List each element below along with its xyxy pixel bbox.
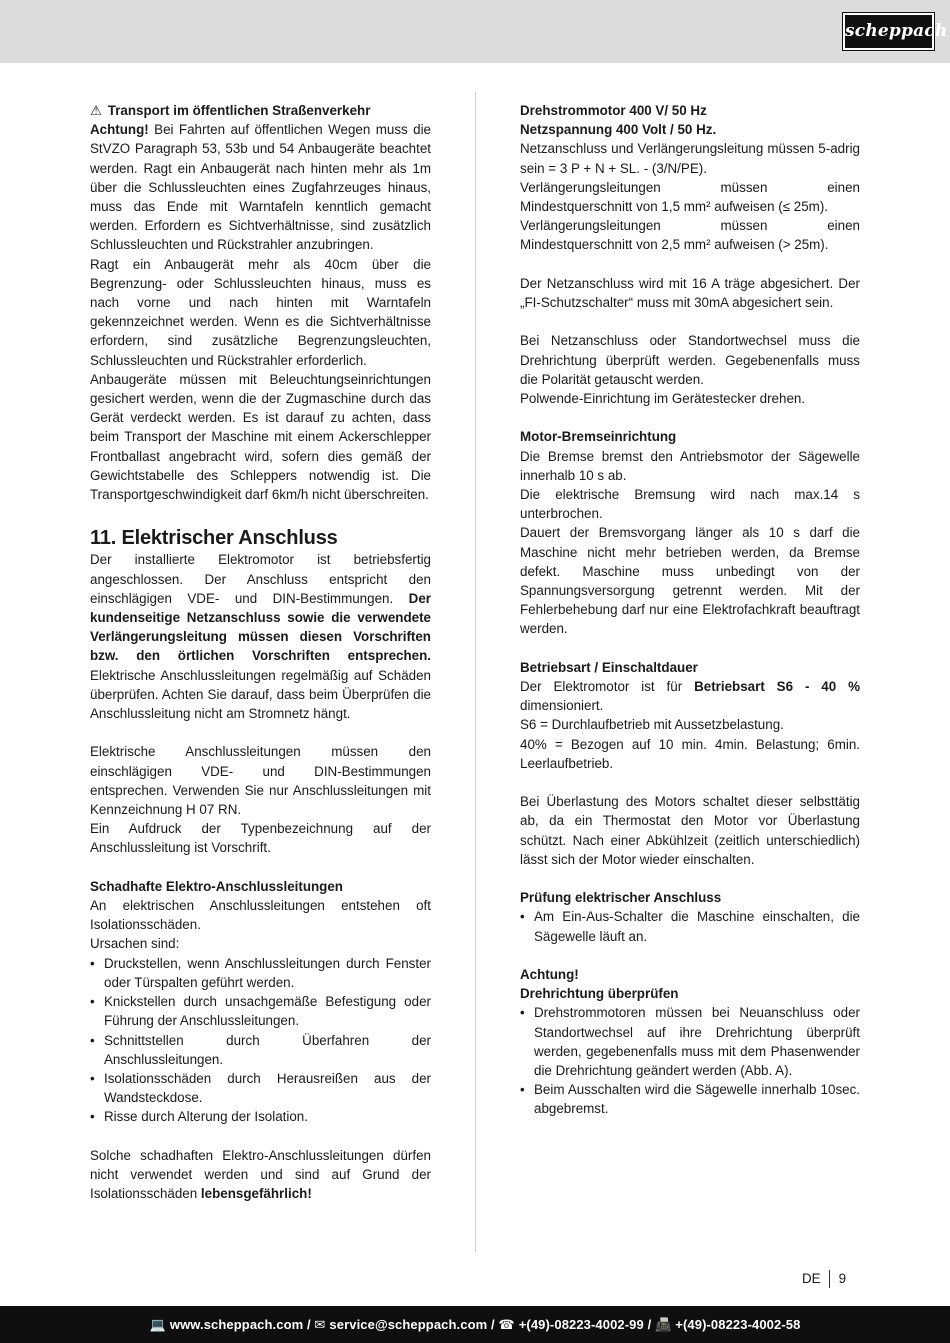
check-list (520, 907, 860, 945)
computer-icon: 💻 (149, 1317, 166, 1332)
fax-number: +(49)-08223-4002-58 (675, 1317, 801, 1332)
cable-paragraph: Elektrische Anschlussleitungen müssen den einschlägigen VDE- und DIN-Bestimmungen entsprechen. Verwenden Sie nur Anschlussleitungen mit Kennzeichnung H 07 RN. (90, 744, 431, 818)
phone-icon: ☎ (498, 1317, 515, 1332)
right-column (520, 101, 860, 1119)
list-item: • Knickstellen durch unsachgemäße Befestigung oder Führung der Anschlussleitungen. (90, 992, 431, 1030)
pole-reversal-paragraph: Polwende-Einrichtung im Gerätestecker drehen. (520, 391, 806, 407)
rotation-heading: Drehrichtung überprüfen (520, 986, 679, 1002)
motor-heading: Drehstrommotor 400 V/ 50 Hz (520, 103, 707, 118)
type-print-paragraph: Ein Aufdruck der Typenbezeichnung auf der Anschlussleitung ist Vorschrift. (90, 821, 431, 856)
attention-heading: Achtung! (520, 967, 579, 983)
extension-paragraph-1: Verlängerungsleitungen müssen einen Mindestquerschnitt von 1,5 mm² aufweisen (≤ 25m). (520, 179, 860, 215)
brake-paragraph-1: Die Bremse bremst den Antriebsmotor der Sägewelle innerhalb 10 s ab. (520, 448, 860, 483)
warning-icon: ⚠ (90, 103, 103, 118)
list-item: • Drehstrommotoren müssen bei Neuanschluss oder Standortwechsel auf ihre Drehrichtung überprüft werden, gegebenenfalls muss mit dem Phasenwender die Drehrichtung geändert werden (Abb. A). (520, 1003, 860, 1080)
transport-paragraph-3: Anbaugeräte müssen mit Beleuchtungseinrichtungen gesichert werden, wenn die der Zugmaschine durch das Gerät verdeckt werden. Es ist darauf zu achten, dass beim Transport der Maschine mit einem Ackerschlepper Frontballast angebracht wird, sofern dies gemäß der Gewichtstabelle des Schleppers notwendig ist. Die Transportgeschwindigkeit darf 6km/h nicht überschreiten. (90, 371, 431, 503)
list-item: • Beim Ausschalten wird die Sägewelle innerhalb 10sec. abgebremst. (520, 1080, 860, 1118)
duty-cycle-definition: 40% = Bezogen auf 10 min. 4min. Belastung; 6min. Leerlaufbetrieb. (520, 736, 860, 771)
website-link[interactable]: www.scheppach.com (169, 1317, 304, 1332)
list-item: • Am Ein-Aus-Schalter die Maschine einschalten, die Sägewelle läuft an. (520, 907, 860, 945)
brake-heading: Motor-Bremseinrichtung (520, 429, 677, 445)
section-heading: 11. Elektrischer Anschluss (90, 527, 338, 550)
connection-paragraph: Der installierte Elektromotor ist betriebsfertig angeschlossen. Der Anschluss entspricht den einschlägigen VDE- und DIN-Bestimmungen. Der kundenseitige Netzanschluss sowie die verwendete Verlängerungsleitung müssen diesen Vorschriften bzw. den örtlichen Vorschriften entsprechen. Elektrische Anschlussleitungen regelmäßig auf Schäden überprüfen. Achten Sie darauf, dass beim Überprüfen die Anschlussleitung nicht am Stromnetz hängt. (90, 552, 431, 722)
operating-mode-heading: Betriebsart / Einschaltdauer (520, 659, 698, 675)
language-code: DE (802, 1270, 830, 1288)
transport-paragraph-2: Ragt ein Anbaugerät mehr als 40cm über die Begrenzung- oder Schlussleuchten hinaus, muss es nach vorne und nach hinten mit Warntafeln gekennzeichnet werden. Wenn es die Sichtverhältnisse erfordern, sind zusätzliche Begrenzungsleuchten, Schlussleuchten und Rückstrahler erforderlich. (90, 256, 431, 368)
check-heading: Prüfung elektrischer Anschluss (520, 890, 722, 906)
rotation-list (520, 1003, 860, 1118)
list-item: • Isolationsschäden durch Herausreißen aus der Wandsteckdose. (90, 1069, 431, 1107)
damaged-cables-heading: Schadhafte Elektro-Anschlussleitungen (90, 878, 343, 894)
left-column (90, 101, 431, 1203)
brake-paragraph-3: Dauert der Bremsvorgang länger als 10 s darf die Maschine nicht mehr betrieben werden, da Bremse defekt. Maschine muss unbedingt von der Spannungsversorgung getrennt werden. Mit der Fehlerbehebung darf nur eine Elektrofachkraft beauftragt werden. (520, 525, 860, 637)
transport-heading: ⚠ Transport im öffentlichen Straßenverkehr (90, 101, 431, 120)
phone-number[interactable]: +(49)-08223-4002-99 (518, 1317, 644, 1332)
brake-paragraph-2: Die elektrische Bremsung wird nach max.14 s unterbrochen. (520, 487, 860, 522)
danger-paragraph: Solche schadhaften Elektro-Anschlussleitungen dürfen nicht verwendet werden und sind auf Grund der Isolationsschäden lebensgefährlich! (90, 1147, 431, 1202)
fuse-paragraph: Der Netzanschluss wird mit 16 A träge abgesichert. Der „FI-Schutzschalter“ muss mit 30mA abgesichert sein. (520, 275, 860, 311)
rotation-check-paragraph: Bei Netzanschluss oder Standortwechsel muss die Drehrichtung überprüft werden. Gegebenenfalls muss die Polarität getauscht werden. (520, 333, 860, 387)
causes-label: Ursachen sind: (90, 936, 180, 952)
header-bar (0, 0, 950, 63)
fax-icon: 📠 (655, 1317, 672, 1332)
extension-paragraph-2: Verlängerungsleitungen müssen einen Mindestquerschnitt von 2,5 mm² aufweisen (> 25m). (520, 218, 860, 253)
causes-list (90, 954, 431, 1127)
operating-mode-paragraph: Der Elektromotor ist für Betriebsart S6 - 40 % dimensioniert. (520, 679, 860, 714)
s6-definition: S6 = Durchlaufbetrieb mit Aussetzbelastung. (520, 717, 784, 733)
list-item: • Schnittstellen durch Überfahren der Anschlussleitungen. (90, 1031, 431, 1069)
page-number (802, 1270, 846, 1288)
overload-paragraph: Bei Überlastung des Motors schaltet dieser selbsttätig ab, da ein Thermostat den Motor vor Überlastung schützt. Nach einer Abkühlzeit (zeitlich unterschiedlich) lässt sich der Motor wieder einschalten. (520, 794, 860, 867)
mail-icon: ✉ (314, 1317, 326, 1332)
damage-intro: An elektrischen Anschlussleitungen entstehen oft Isolationsschäden. (90, 898, 431, 933)
wiring-paragraph: Netzanschluss und Verlängerungsleitung müssen 5-adrig sein = 3 P + N + SL. - (3/N/PE). (520, 141, 860, 176)
scheppach-logo: scheppach (843, 13, 934, 50)
footer-bar: 💻 www.scheppach.com / ✉ service@scheppach.com / ☎ +(49)-08223-4002-99 / 📠 +(49)-08223-4002-58 (0, 1306, 950, 1343)
list-item: • Risse durch Alterung der Isolation. (90, 1107, 431, 1126)
page-number-value: 9 (838, 1271, 847, 1286)
email-link[interactable]: service@scheppach.com (329, 1317, 488, 1332)
list-item: • Druckstellen, wenn Anschlussleitungen durch Fenster oder Türspalten geführt werden. (90, 954, 431, 992)
column-divider (475, 92, 476, 1252)
transport-paragraph-1: Achtung! Bei Fahrten auf öffentlichen Wegen muss die StVZO Paragraph 53, 53b und 54 Anbaugeräte beachtet werden. Ragt ein Anbaugerät nach hinten mehr als 1m über die Schlussleuchten eines Zugfahrzeuges hinaus, muss das Ende mit Warntafeln kenntlich gemacht werden. Erfordern es Sichtverhältnisse, sind zusätzlich Schlussleuchten und Rückstrahler anzubringen. (90, 122, 431, 253)
voltage-heading: Netzspannung 400 Volt / 50 Hz. (520, 122, 717, 138)
